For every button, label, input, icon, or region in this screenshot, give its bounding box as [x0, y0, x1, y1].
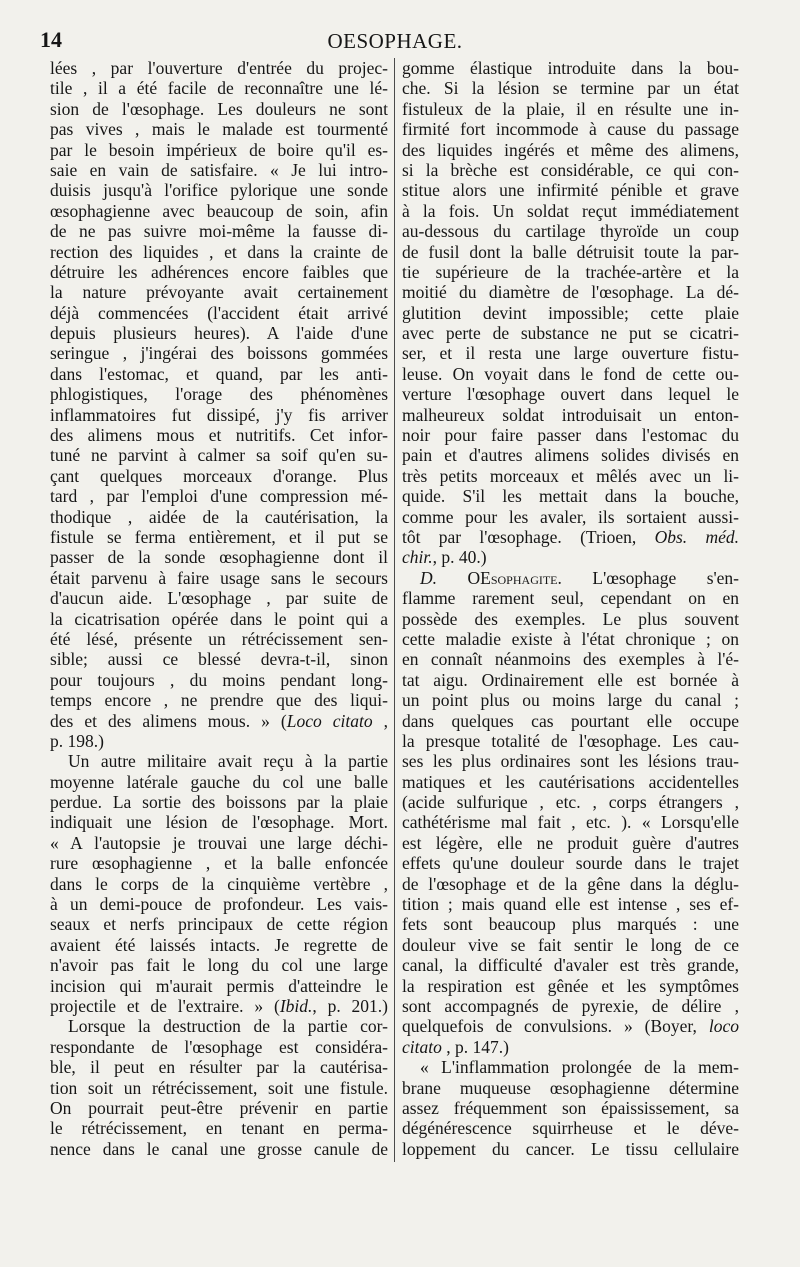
left-text-column: [50, 58, 388, 1159]
italic-text: D.: [420, 567, 438, 588]
text-line: On pourrait peut-être prévenir en partie: [50, 1097, 388, 1118]
text-segment: quelquefois de convulsions. » (Boyer,: [402, 1016, 709, 1037]
text-line: temps encore , ne prendre que des liqui-: [50, 690, 388, 711]
text-line: à la fois. Un soldat reçut immédiatement: [402, 200, 739, 221]
text-line: « L'inflammation prolongée de la mem-: [420, 1057, 739, 1078]
text-line: leuse. On voyait dans le fond de cette ou-: [402, 363, 739, 384]
text-line: perdue. La sortie des boissons par la plaie: [50, 792, 388, 813]
text-line: çant quelques morceaux d'orange. Plus: [50, 465, 388, 486]
text-line: Un autre militaire avait reçu à la partie: [68, 751, 388, 772]
italic-text: Loco citato: [286, 710, 373, 731]
text-line: la presque totalité de l'œsophage. Les cau-: [402, 730, 739, 751]
text-line: gomme élastique introduite dans la bou-: [402, 58, 739, 78]
text-line: seaux et nerfs principaux de cette région: [50, 914, 388, 935]
text-segment: , p. 40.): [432, 547, 487, 568]
italic-text: Ibid.: [279, 995, 313, 1016]
text-segment: , p. 147.): [441, 1036, 509, 1057]
text-line: tile , il a été facile de reconnaître une lé-: [50, 78, 388, 99]
text-line: thodique , aidée de la cautérisation, la: [50, 506, 388, 527]
text-line: était parvenu à faire usage sans le secours: [50, 567, 388, 588]
text-line: [50, 711, 388, 731]
text-line: fets sont beaucoup plus marqués : une: [402, 914, 739, 935]
text-line: pour toujours , du moins pendant long-: [50, 669, 388, 690]
text-line: à un demi-pouce de profondeur. Les vais-: [50, 894, 388, 915]
text-line: saie en vain de satisfaire. « Je lui intro-: [50, 159, 388, 180]
text-line: de ne pas suivre moi-même la fausse di-: [50, 221, 388, 242]
text-line: au-dessous du cartilage thyroïde un coup: [402, 221, 739, 242]
text-line: inflammatoires fut dissipé, j'y fis arriver: [50, 404, 388, 425]
italic-text: loco: [708, 1016, 739, 1037]
text-line: pas vives , mais le malade est tourmenté: [50, 119, 388, 140]
text-line: ser, et il resta une large ouverture fistu-: [402, 343, 739, 364]
text-line: noir pour faire passer dans l'estomac du: [402, 425, 739, 446]
text-line: duisis jusqu'à l'orifice pylorique une sonde: [50, 180, 388, 201]
text-line: nence dans le canal une grosse canule de: [50, 1138, 388, 1159]
text-line: cette maladie existe à l'état chronique ; on: [402, 628, 739, 649]
text-line: tie supérieure de la trachée-artère et la: [402, 261, 739, 282]
text-line: lées , par l'ouverture d'entrée du projec-: [50, 58, 388, 78]
text-line: dans quelques cas pourtant elle occupe: [402, 710, 739, 731]
text-line: fistule se ferma entièrement, et il put se: [50, 526, 388, 547]
text-line: ses les plus ordinaires sont les lésions trau-: [402, 751, 739, 772]
text-segment: tôt par l'œsophage. (Trioen,: [402, 526, 655, 547]
text-line: possède des exemples. Le plus souvent: [402, 608, 739, 629]
right-text-column: [402, 58, 739, 1159]
text-line: tat aigu. Ordinairement elle est bornée à: [402, 669, 739, 690]
text-line: canal, la difficulté d'avaler est très grande,: [402, 955, 739, 976]
text-line: tuné ne parvint à calmer sa soif qu'en su-: [50, 445, 388, 466]
text-line: détruire les adhérences encore faibles que: [50, 261, 388, 282]
text-line: œsophagienne avec beaucoup de soin, afin: [50, 200, 388, 221]
text-line: [402, 547, 739, 567]
text-line: brane muqueuse œsophagienne détermine: [402, 1077, 739, 1098]
text-line: très petits morceaux et mêlés avec un li-: [402, 465, 739, 486]
text-line: cathétérisme mal fait , etc. ). « Lorsqu'elle: [402, 812, 739, 833]
text-line: loppement du cancer. Le tissu cellulaire: [402, 1138, 739, 1159]
text-line: seringue , j'ingérai des boissons gommées: [50, 343, 388, 364]
text-line: malheureux soldat introduisait un enton-: [402, 404, 739, 425]
text-line: en connaît néanmoins des exemples à l'é-: [402, 649, 739, 670]
text-line: tion soit un rétrécissement, soit une fistule.: [50, 1077, 388, 1098]
text-line: tard , par l'emploi d'une compression mé-: [50, 486, 388, 507]
text-line: la cicatrisation opérée dans le point qui a: [50, 608, 388, 629]
italic-text: Obs. méd.: [654, 526, 739, 547]
text-line: [402, 527, 739, 547]
text-line: sible; aussi ce blessé devra-t-il, sinon: [50, 649, 388, 670]
text-line: firmité fort incommode à cause du passage: [402, 119, 739, 140]
text-line: des alimens mous et nutritifs. Cet infor-: [50, 425, 388, 446]
text-line: avec perte de substance ne put se cicatri-: [402, 323, 739, 344]
text-line: le rétrécissement, en tenant en perma-: [50, 1118, 388, 1139]
text-line: si la brèche est considérable, ce qui con-: [402, 159, 739, 180]
text-segment: L'œsophage s'en-: [561, 567, 740, 588]
text-line: déjà commencées (l'accident était arrivé: [50, 302, 388, 323]
italic-text: citato: [402, 1036, 442, 1057]
text-line: sont accompagnés de pyrexie, de délire ,: [402, 995, 739, 1016]
text-segment: projectile et de l'extraire. » (: [50, 995, 280, 1016]
text-line: pain et d'autres alimens solides divisés en: [402, 445, 739, 466]
text-line: tition ; mais quand elle est intense , ses ef-: [402, 894, 739, 915]
text-line: ble, il peut en résulter par la cautérisa-: [50, 1057, 388, 1078]
text-line: avaient été laissés intacts. Je regrette de: [50, 934, 388, 955]
text-line: p. 198.): [50, 730, 104, 751]
text-line: est légère, elle ne produit guère d'autres: [402, 832, 739, 853]
text-line: la respiration est gênée et les symptômes: [402, 975, 739, 996]
text-line: phlogistiques, l'orage des phénomènes: [50, 384, 388, 405]
text-line: comme pour les avaler, ils sortaient aussi-: [402, 506, 739, 527]
text-line: flamme rarement seul, cependant on en: [402, 588, 739, 609]
italic-text: chir.: [402, 547, 433, 568]
text-line: rection des liquides , et dans la crainte de: [50, 241, 388, 262]
text-line: rure œsophagienne , et la balle enfoncée: [50, 853, 388, 874]
text-line: été lésé, présente un rétrécissement sen-: [50, 628, 388, 649]
text-line: [402, 568, 739, 588]
text-line: incision qui m'aurait permis d'atteindre le: [50, 975, 388, 996]
text-line: « A l'autopsie je trouvai une large déchi-: [50, 832, 388, 853]
text-line: (acide sulfurique , etc. , corps étrangers ,: [402, 792, 739, 813]
text-line: stitue alors une infirmité pénible et grave: [402, 180, 739, 201]
text-line: quide. S'il les mettait dans la bouche,: [402, 486, 739, 507]
text-line: glutition devint impossible; cette plaie: [402, 302, 739, 323]
text-line: verture l'œsophage ouvert dans lequel le: [402, 384, 739, 405]
text-line: des liquides ingérés et même des alimens,: [402, 139, 739, 160]
text-line: matiques et les cautérisations accidentelles: [402, 771, 739, 792]
text-line: dans l'estomac, et quand, par les anti-: [50, 363, 388, 384]
text-segment: des et des alimens mous. » (: [50, 710, 287, 731]
text-line: respondante de l'œsophage est considéra-: [50, 1036, 388, 1057]
text-line: depuis plusieurs heures). A l'aide d'une: [50, 323, 388, 344]
text-line: un point plus ou moins large du canal ;: [402, 690, 739, 711]
text-line: par le besoin impérieux de boire qu'il es-: [50, 139, 388, 160]
text-line: [402, 1037, 739, 1057]
small-caps-text: OEsophagite.: [467, 567, 562, 588]
text-line: Lorsque la destruction de la partie cor-: [68, 1016, 388, 1037]
text-line: indiquait une lésion de l'œsophage. Mort.: [50, 812, 388, 833]
text-line: fistuleux de la plaie, il en résulte une in-: [402, 98, 739, 119]
column-divider: [394, 58, 395, 1162]
text-line: [50, 996, 388, 1016]
text-line: passer de la sonde œsophagienne dont il: [50, 547, 388, 568]
text-line: d'aucun aide. L'œsophage , par suite de: [50, 588, 388, 609]
running-head: OESOPHAGE.: [327, 29, 463, 53]
text-line: moitié du diamètre de l'œsophage. La dé-: [402, 282, 739, 303]
text-line: dégénérescence squirrheuse et le déve-: [402, 1118, 739, 1139]
text-line: effets qu'une douleur sourde dans le trajet: [402, 853, 739, 874]
text-line: la nature prévoyante avait certainement: [50, 282, 388, 303]
text-line: [402, 1016, 739, 1036]
text-line: n'avoir pas fait le long du col une large: [50, 955, 388, 976]
text-line: douleur vive se fait sentir le long de ce: [402, 934, 739, 955]
text-line: assez fréquemment son épaississement, sa: [402, 1097, 739, 1118]
text-line: sion de l'œsophage. Les douleurs ne sont: [50, 98, 388, 119]
text-line: de l'œsophage et de la gêne dans la déglu-: [402, 873, 739, 894]
text-segment: , p. 201.): [312, 995, 389, 1016]
text-segment: ,: [372, 710, 389, 731]
page-number: 14: [40, 27, 62, 52]
text-line: de fusil dont la balle détruisit toute la par-: [402, 241, 739, 262]
text-line: che. Si la lésion se termine par un état: [402, 78, 739, 99]
text-line: dans le corps de la cinquième vertèbre ,: [50, 873, 388, 894]
text-line: moyenne latérale gauche du col une balle: [50, 771, 388, 792]
text-segment: [437, 568, 468, 588]
